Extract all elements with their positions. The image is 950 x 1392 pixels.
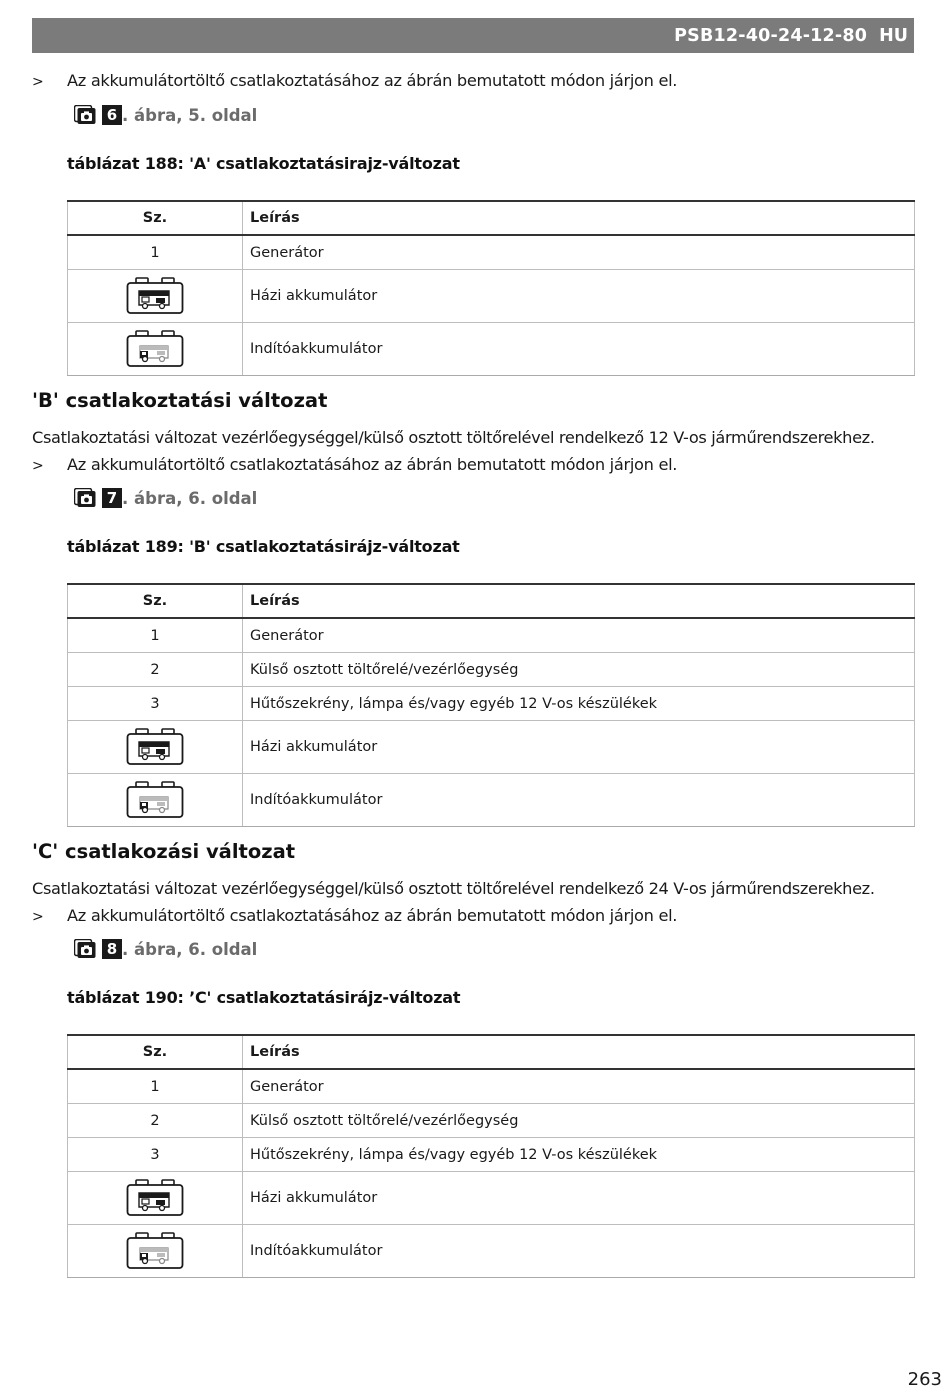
instruction-step [32, 455, 677, 474]
column-header-number: Sz. [68, 584, 243, 618]
row-description: Házi akkumulátor [243, 721, 915, 774]
row-description: Külső osztott töltőrelé/vezérlőegység [243, 653, 915, 687]
table-row [68, 1104, 915, 1138]
row-number: 1 [68, 235, 243, 270]
row-number: 1 [68, 618, 243, 653]
table-header-row [68, 1035, 915, 1069]
table-row [68, 1069, 915, 1104]
table-caption: táblázat 188: 'A' csatlakoztatásirajz-változat [67, 154, 460, 173]
step-marker: > [32, 74, 44, 90]
table-row [68, 618, 915, 653]
language-code: HU [879, 25, 908, 46]
starter-battery-icon [126, 1232, 184, 1270]
section-heading: 'B' csatlakoztatási változat [32, 389, 328, 412]
step-text: Az akkumulátortöltő csatlakoztatásához az ábrán bemutatott módon járjon el. [67, 906, 678, 925]
table-row [68, 1138, 915, 1172]
row-description: Hűtőszekrény, lámpa és/vagy egyéb 12 V-os készülékek [243, 1138, 915, 1172]
column-header-number: Sz. [68, 1035, 243, 1069]
row-number: 2 [68, 1104, 243, 1138]
instruction-step [32, 906, 677, 925]
column-header-description: Leírás [243, 1035, 915, 1069]
camera-icon [74, 105, 96, 125]
starter-battery-icon [126, 781, 184, 819]
starter-battery-icon [126, 330, 184, 368]
figure-page-link: . ábra, 6. oldal [122, 488, 258, 508]
table-row [68, 1225, 915, 1278]
row-number: 3 [68, 687, 243, 721]
connection-table-c [67, 1034, 915, 1278]
figure-number: 8 [102, 939, 122, 959]
step-text: Az akkumulátortöltő csatlakoztatásához az ábrán bemutatott módon járjon el. [67, 71, 678, 90]
table-row [68, 1172, 915, 1225]
row-number: 3 [68, 1138, 243, 1172]
connection-table-a [67, 200, 915, 376]
column-header-description: Leírás [243, 584, 915, 618]
row-description: Külső osztott töltőrelé/vezérlőegység [243, 1104, 915, 1138]
table-row [68, 721, 915, 774]
column-header-number: Sz. [68, 201, 243, 235]
column-header-description: Leírás [243, 201, 915, 235]
row-description: Indítóakkumulátor [243, 774, 915, 827]
table-row [68, 653, 915, 687]
house-battery-icon [126, 277, 184, 315]
table-caption: táblázat 189: 'B' csatlakoztatásirájz-változat [67, 537, 460, 556]
row-description: Generátor [243, 618, 915, 653]
section-heading: 'C' csatlakozási változat [32, 840, 296, 863]
table-header-row [68, 201, 915, 235]
row-number: 1 [68, 1069, 243, 1104]
figure-number: 7 [102, 488, 122, 508]
camera-icon [74, 939, 96, 959]
step-marker: > [32, 458, 44, 474]
figure-reference[interactable] [74, 938, 257, 960]
figure-page-link: . ábra, 5. oldal [122, 105, 258, 125]
section-intro: Csatlakoztatási változat vezérlőegységgel/külső osztott töltőrelével rendelkező 12 V-os járműrendszerekhez. [32, 428, 875, 447]
row-description: Indítóakkumulátor [243, 1225, 915, 1278]
table-row [68, 323, 915, 376]
table-caption: táblázat 190: ’C' csatlakoztatásirájz-változat [67, 988, 461, 1007]
house-battery-icon [126, 1179, 184, 1217]
figure-reference[interactable] [74, 104, 257, 126]
page-number: 263 [907, 1369, 942, 1390]
table-row [68, 774, 915, 827]
row-description: Hűtőszekrény, lámpa és/vagy egyéb 12 V-os készülékek [243, 687, 915, 721]
figure-page-link: . ábra, 6. oldal [122, 939, 258, 959]
figure-number: 6 [102, 105, 122, 125]
table-row [68, 270, 915, 323]
row-description: Generátor [243, 1069, 915, 1104]
document-id: PSB12-40-24-12-80 [674, 25, 868, 46]
camera-icon [74, 488, 96, 508]
row-description: Indítóakkumulátor [243, 323, 915, 376]
step-marker: > [32, 909, 44, 925]
row-description: Generátor [243, 235, 915, 270]
row-number: 2 [68, 653, 243, 687]
page-header-bar [32, 18, 914, 53]
section-intro: Csatlakoztatási változat vezérlőegységgel/külső osztott töltőrelével rendelkező 24 V-os járműrendszerekhez. [32, 879, 875, 898]
instruction-step [32, 71, 677, 90]
figure-reference[interactable] [74, 487, 257, 509]
row-description: Házi akkumulátor [243, 270, 915, 323]
connection-table-b [67, 583, 915, 827]
table-row [68, 235, 915, 270]
row-description: Házi akkumulátor [243, 1172, 915, 1225]
house-battery-icon [126, 728, 184, 766]
step-text: Az akkumulátortöltő csatlakoztatásához az ábrán bemutatott módon járjon el. [67, 455, 678, 474]
table-row [68, 687, 915, 721]
table-header-row [68, 584, 915, 618]
